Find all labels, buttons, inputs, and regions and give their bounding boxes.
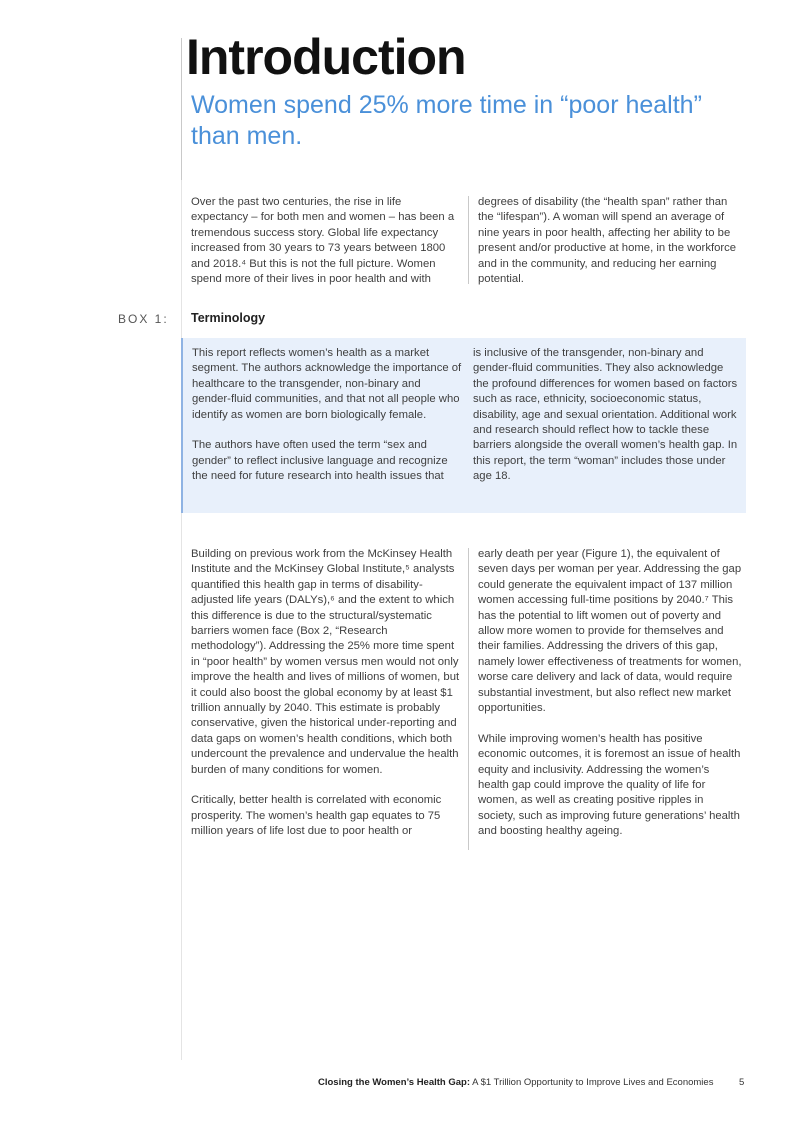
page-title: Introduction xyxy=(186,29,466,85)
footer-report-title xyxy=(318,1077,713,1088)
body-left-column xyxy=(191,547,461,840)
box-right-paragraph: is inclusive of the transgender, non-binary and gender-fluid communities. They also acknowledge the profound differences for women based on factors such as race, ethnicity, socioeconomic status, disability, age and sexual orientation. Additional work and research should reflect how to tackle these barriers alongside the overall women’s health gap. In this report, the term “woman” includes those under age 18. xyxy=(473,347,738,483)
intro-column-divider xyxy=(468,196,469,284)
box-left-paragraph-1: This report reflects women’s health as a market segment. The authors acknowledge the importance of healthcare to the transgender, non-binary and gender-fluid communities, and that not all people who identify as women are born biologically female. xyxy=(192,347,462,421)
box-label: BOX 1: xyxy=(118,312,169,326)
box-left-column xyxy=(192,346,462,485)
body-right-paragraph-1: early death per year (Figure 1), the equivalent of seven days per woman per year. Addressing the gap could generate the equivalent impact of 137 million women accessing full-time positions by 2040.⁷ This has the potential to lift women out of poverty and allow more women to provide for themselves and their families. Addressing the drivers of this gap, namely lower effectiveness of treatments for women, worse care delivery and lack of data, would require substantial investment, but also reflect new market opportunities. xyxy=(478,548,742,715)
intro-left-column xyxy=(191,195,459,287)
body-column-divider xyxy=(468,548,469,850)
body-left-paragraph-1: Building on previous work from the McKinsey Health Institute and the McKinsey Global Institute,⁵ analysts quantified this health gap in terms of disability-adjusted life years (DALYs),⁶ and the extent to which this difference is due to the structural/systematic barriers women face (Box 2, “Research methodology”). Addressing the 25% more time spent in “poor health” by women versus men would not only improve the health and lives of millions of women, but it could also boost the global economy by at least $1 trillion annually by 2040. This estimate is probably conservative, given the historical under-reporting and data gaps on women’s health conditions, which both undercount the prevalence and undervalue the health burden of many conditions for women. xyxy=(191,548,460,776)
body-right-paragraph-2: While improving women’s health has positive economic outcomes, it is foremost an issue of health equity and inclusivity. Addressing the women’s health gap could improve the quality of life for women, as well as creating positive ripples in society, such as improving future generations’ health and boosting healthy ageing. xyxy=(478,732,741,838)
intro-right-column xyxy=(478,195,746,287)
header-rule xyxy=(181,38,182,180)
margin-rule xyxy=(181,180,182,1060)
box-left-paragraph-2: The authors have often used the term “sex and gender” to reflect inclusive language and recognize the need for future research into health issues that xyxy=(192,439,448,483)
footer-title-bold: Closing the Women’s Health Gap: xyxy=(318,1077,471,1088)
body-left-paragraph-2: Critically, better health is correlated with economic prosperity. The women’s health gap equates to 75 million years of life lost due to poor health or xyxy=(191,794,442,838)
box-title: Terminology xyxy=(191,311,266,325)
intro-right-paragraph: degrees of disability (the “health span” rather than the “lifespan”). A woman will spend an average of nine years in poor health, affecting her ability to be present and/or productive at home, in the workforce and in the community, and reducing her earning potential. xyxy=(478,196,737,286)
body-right-column xyxy=(478,547,743,840)
page-subtitle: Women spend 25% more time in “poor health” than men. xyxy=(191,91,702,150)
page-number: 5 xyxy=(739,1077,745,1088)
terminology-box-accent xyxy=(181,338,183,513)
intro-left-paragraph: Over the past two centuries, the rise in life expectancy – for both men and women – has been a tremendous success story. Global life expectancy increased from 30 years to 73 years between 1800 and 2018.⁴ But this is not the full picture. Women spend more of their lives in poor health and with xyxy=(191,196,455,286)
box-right-column xyxy=(473,346,739,485)
footer-title-rest: A $1 Trillion Opportunity to Improve Lives and Economies xyxy=(470,1077,714,1088)
